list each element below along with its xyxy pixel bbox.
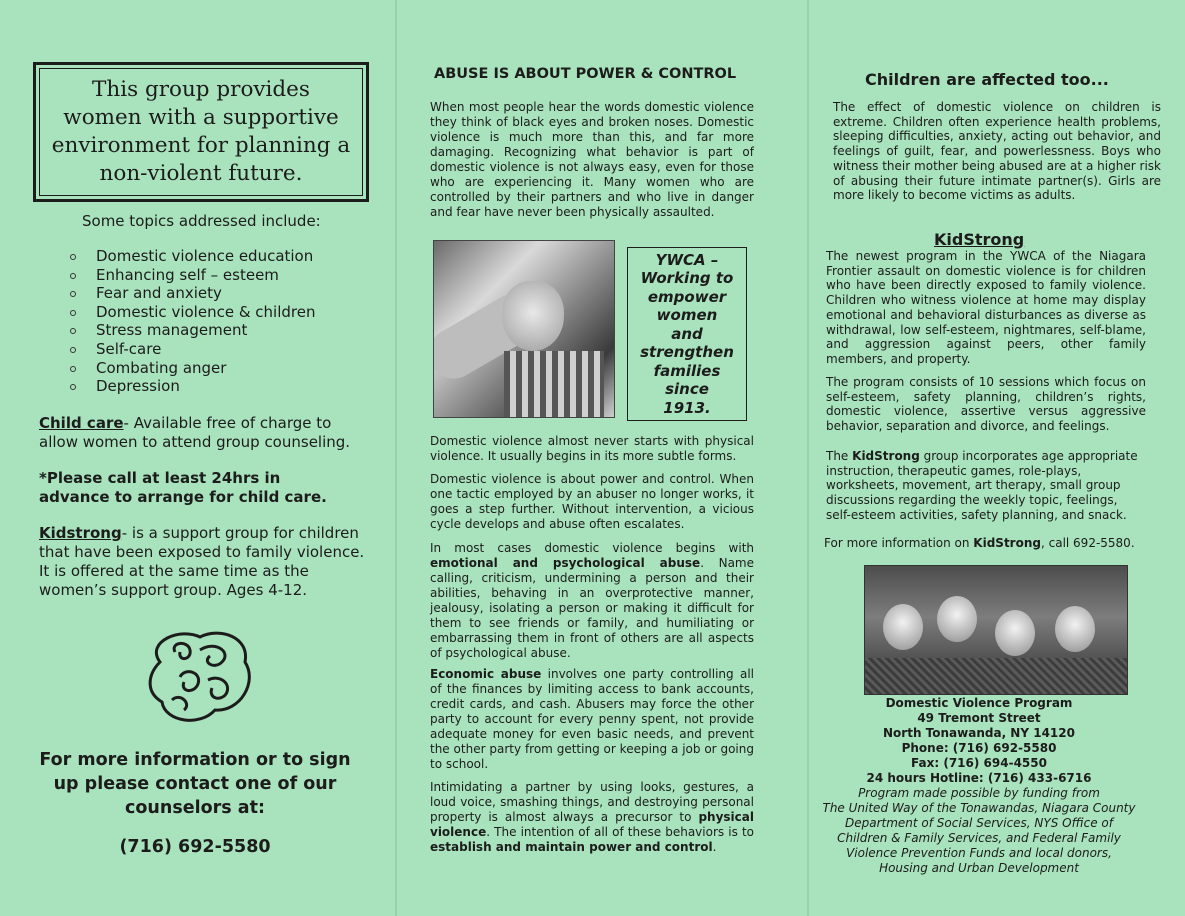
- list-item: Domestic violence education: [68, 247, 315, 266]
- abuse-paragraph-3: Domestic violence is about power and control. When one tactic employed by an abuser no longer works, it goes a step further. Without intervention, a vicious cycle develops and abuse often escalates.: [430, 472, 754, 531]
- funding-line: Children & Family Services, and Federal Family: [837, 831, 1121, 845]
- photo-child-face: [502, 281, 564, 351]
- abuse-heading: ABUSE IS ABOUT POWER & CONTROL: [434, 66, 737, 82]
- p5-bold: Economic abuse: [430, 667, 542, 681]
- photo-child: [883, 604, 923, 650]
- r-p5-text-b: , call 692-5580.: [1040, 536, 1135, 550]
- ywca-line: since: [665, 380, 709, 399]
- r-p5-bold: KidStrong: [973, 536, 1041, 550]
- ywca-line: women: [656, 306, 718, 325]
- ywca-line: empower: [647, 287, 727, 306]
- photo-child: [1055, 606, 1095, 652]
- list-item: Combating anger: [68, 359, 315, 378]
- list-item: Domestic violence & children: [68, 303, 315, 322]
- program-info: [809, 696, 1149, 876]
- address-line: 24 hours Hotline: (716) 433-6716: [866, 771, 1092, 785]
- p4-text-a: In most cases domestic violence begins with: [430, 541, 754, 555]
- kidstrong-heading: KidStrong: [934, 230, 1025, 249]
- list-item: Self-care: [68, 340, 315, 359]
- topics-list: [68, 247, 315, 396]
- ywca-line: and: [671, 324, 703, 343]
- p6-bold-1: physical violence: [430, 810, 754, 839]
- photo-striped-shirt: [504, 351, 604, 418]
- kidstrong-paragraph: [39, 524, 369, 600]
- p6-bold-2: establish and maintain power and control: [430, 840, 713, 854]
- ywca-swirl-logo-icon: [140, 622, 260, 732]
- middle-panel: [397, 0, 807, 916]
- call-notice: *Please call at least 24hrs in advance to arrange for child care.: [39, 469, 327, 506]
- children-paragraph: The effect of domestic violence on children is extreme. Children often experience health problems, sleeping difficulties, anxiety, acting out behavior, and feelings of guilt, fear, and powerlessness. Boys who witness their mother being abused are at a higher risk of abusing their future intimate partner(s). Girls are more likely to become victims as adults.: [833, 100, 1161, 203]
- funding-line: Department of Social Services, NYS Office of: [845, 816, 1113, 830]
- list-item: Enhancing self – esteem: [68, 266, 315, 285]
- ywca-line: strengthen: [640, 343, 734, 362]
- address-line: Phone: (716) 692-5580: [901, 741, 1057, 755]
- contact-heading: For more information or to sign up please contact one of our counselors at:: [39, 750, 351, 818]
- child-photo: [433, 240, 615, 418]
- ywca-line: YWCA –: [655, 250, 719, 269]
- r-p5-text-a: For more information on: [824, 536, 974, 550]
- address-line: North Tonawanda, NY 14120: [883, 726, 1075, 740]
- funding-line: Housing and Urban Development: [879, 861, 1079, 875]
- abuse-paragraph-2: Domestic violence almost never starts with physical violence. It usually begins in its more subtle forms.: [430, 434, 754, 463]
- kidstrong-info-line: [824, 536, 1164, 551]
- ywca-line: Working to: [640, 269, 734, 288]
- funding-line: The United Way of the Tonawandas, Niagara County: [822, 801, 1136, 815]
- funding-line: Program made possible by funding from: [858, 786, 1100, 800]
- childcare-text: - Available free of charge to allow women to attend group counseling.: [39, 414, 351, 451]
- ywca-line: families: [653, 361, 721, 380]
- callout-text: This group provides women with a supportive environment for planning a non-violent future.: [39, 68, 363, 196]
- list-item: Depression: [68, 377, 315, 396]
- ywca-mission-box: [627, 247, 747, 421]
- abuse-paragraph-4: [430, 541, 754, 661]
- right-panel: [809, 0, 1185, 916]
- children-heading: Children are affected too...: [865, 70, 1109, 89]
- p6-text-b: . The intention of all of these behaviors is to: [486, 825, 754, 839]
- childcare-paragraph: [39, 414, 361, 452]
- list-item: Fear and anxiety: [68, 284, 315, 303]
- photo-child: [937, 596, 977, 642]
- address-line: 49 Tremont Street: [917, 711, 1041, 725]
- p4-text-b: . Name calling, criticism, undermining a person and their abilities, behaving in an overprotective manner, jealousy, isolating a person or making it difficult for them to see friends or family, and humiliating or embarrassing them in front of others are all aspects of psychological abuse.: [430, 556, 754, 660]
- kidstrong-paragraph-3: [826, 449, 1146, 523]
- r-p4-text-a: The: [826, 449, 853, 463]
- kidstrong-paragraph-2: The program consists of 10 sessions which focus on self-esteem, safety planning, children’s rights, domestic violence, assertive versus aggressive behavior, separation and divorce, and feelings.: [826, 375, 1146, 434]
- abuse-paragraph-1: When most people hear the words domestic violence they think of black eyes and broken noses. Domestic violence is much more than this, and far more damaging. Recognizing what behavior is part of domestic violence is not always easy, even for those who are experiencing it. Many women who are controlled by their partners and who live in danger and fear have never been physically assaulted.: [430, 100, 754, 219]
- photo-ground: [865, 658, 1127, 695]
- topics-intro: Some topics addressed include:: [82, 212, 321, 230]
- photo-child: [995, 610, 1035, 656]
- abuse-paragraph-6: [430, 780, 754, 855]
- address-line: Fax: (716) 694-4550: [911, 756, 1047, 770]
- address-line: Domestic Violence Program: [885, 696, 1073, 710]
- list-item: Stress management: [68, 321, 315, 340]
- contact-phone: (716) 692-5580: [119, 837, 271, 857]
- childcare-label: Child care: [39, 414, 124, 432]
- children-group-photo: [864, 565, 1128, 695]
- r-p4-bold: KidStrong: [852, 449, 920, 463]
- kidstrong-paragraph-1: The newest program in the YWCA of the Niagara Frontier assault on domestic violence is for children who have been directly exposed to family violence. Children who witness violence at home may display emotional and behavioral disturbances as diverse as withdrawal, low self-esteem, nightmares, self-blame, and aggression against peers, other family members, and property.: [826, 249, 1146, 366]
- p4-bold: emotional and psychological abuse: [430, 556, 701, 570]
- abuse-paragraph-5: [430, 667, 754, 772]
- left-panel: [0, 0, 395, 916]
- p5-text: involves one party controlling all of the finances by limiting access to bank accounts, credit cards, and cash. Abusers may force the other party to account for every penny spent, not provide adequate money for even basic needs, and prevent the other party from getting or keeping a job or going to school.: [430, 667, 755, 771]
- p6-text-a: Intimidating a partner by using looks, gestures, a loud voice, smashing things, and destroying personal property is almost always a precursor to: [430, 780, 754, 824]
- funding-line: Violence Prevention Funds and local donors,: [846, 846, 1112, 860]
- ywca-line: 1913.: [663, 398, 711, 417]
- kidstrong-label: Kidstrong: [39, 524, 122, 542]
- r-p4-text-b: group incorporates age appropriate instruction, therapeutic games, role-plays, worksheets, movement, art therapy, small group discussions regarding the weekly topic, feelings, self-esteem activities, safety planning, and snack.: [826, 449, 1138, 522]
- kidstrong-text: - is a support group for children that have been exposed to family violence. It is offered at the same time as the women’s support group. Ages 4-12.: [39, 524, 365, 599]
- p6-text-c: .: [712, 840, 717, 854]
- callout-box: [33, 62, 369, 202]
